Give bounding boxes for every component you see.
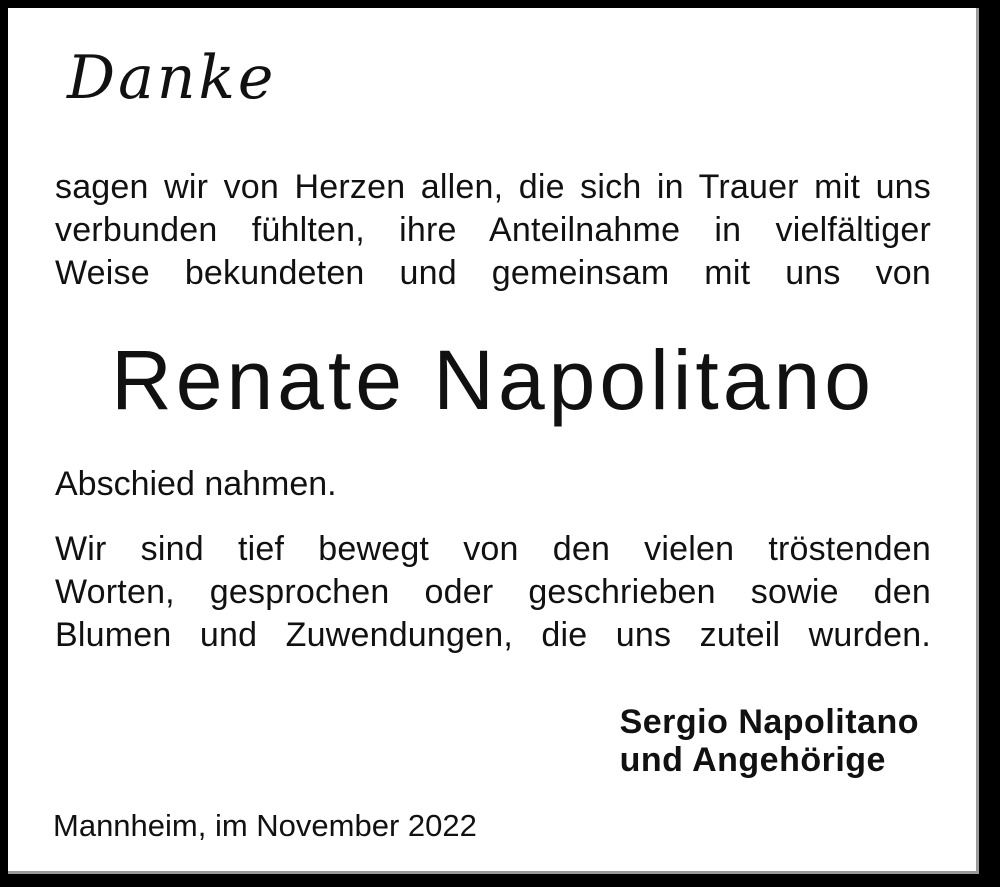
- body-line: Blumen und Zuwendungen, die uns zuteil wurden.: [55, 616, 931, 654]
- intro-line: sagen wir von Herzen allen, die sich in Trauer mit uns: [55, 168, 931, 206]
- intro-line: verbunden fühlten, ihre Anteilnahme in vielfältiger: [55, 211, 931, 249]
- body-line: Wir sind tief bewegt von den vielen tröstenden: [55, 530, 931, 568]
- body-paragraph: [55, 528, 931, 657]
- deceased-name: Renate Napolitano: [111, 333, 875, 427]
- intro-line: Weise bekundeten und gemeinsam mit uns von: [55, 254, 931, 292]
- signature-block: [620, 703, 919, 779]
- signature-line: und Angehörige: [619, 741, 886, 779]
- farewell-line: Abschied nahmen.: [55, 465, 337, 503]
- body-line: Worten, gesprochen oder geschrieben sowie den: [55, 573, 931, 611]
- obituary-card: [8, 8, 979, 874]
- intro-paragraph: [55, 166, 931, 295]
- signature-line: Sergio Napolitano: [619, 703, 919, 741]
- thanks-heading: Danke: [67, 43, 277, 113]
- place-date-line: Mannheim, im November 2022: [53, 808, 477, 843]
